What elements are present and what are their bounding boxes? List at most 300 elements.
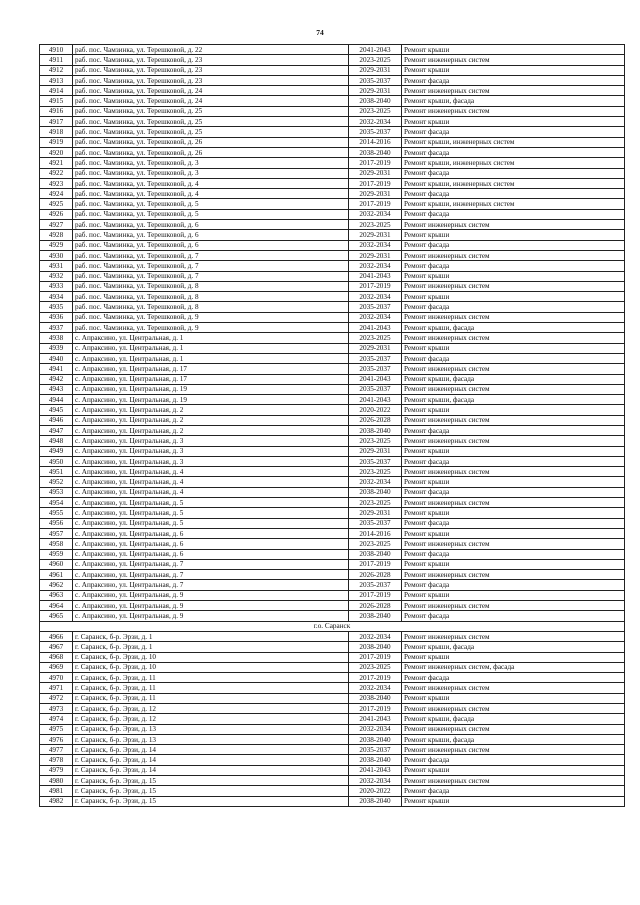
- work-type-cell: Ремонт фасада: [402, 549, 625, 559]
- table-row: [40, 631, 625, 641]
- row-number: 4959: [40, 549, 73, 559]
- address-cell: г. Саранск, б-р. Эрзи, д. 15: [73, 776, 349, 786]
- work-type-cell: Ремонт инженерных систем: [402, 364, 625, 374]
- period-cell: 2029-2031: [349, 508, 402, 518]
- address-cell: раб. пос. Чамзинка, ул. Терешковой, д. 25: [73, 117, 349, 127]
- table-row: [40, 55, 625, 65]
- table-row: [40, 642, 625, 652]
- address-cell: г. Саранск, б-р. Эрзи, д. 14: [73, 745, 349, 755]
- period-cell: 2029-2031: [349, 250, 402, 260]
- table-row: [40, 312, 625, 322]
- table-row: [40, 539, 625, 549]
- repair-schedule-table: [39, 44, 625, 807]
- work-type-cell: Ремонт инженерных систем: [402, 436, 625, 446]
- table-row: [40, 559, 625, 569]
- address-cell: раб. пос. Чамзинка, ул. Терешковой, д. 26: [73, 137, 349, 147]
- period-cell: 2029-2031: [349, 343, 402, 353]
- row-number: 4933: [40, 281, 73, 291]
- address-cell: с. Апраксино, ул. Центральная, д. 5: [73, 508, 349, 518]
- table-row: [40, 734, 625, 744]
- work-type-cell: Ремонт фасада: [402, 127, 625, 137]
- work-type-cell: Ремонт крыши: [402, 271, 625, 281]
- table-row: [40, 415, 625, 425]
- row-number: 4947: [40, 425, 73, 435]
- row-number: 4978: [40, 755, 73, 765]
- address-cell: раб. пос. Чамзинка, ул. Терешковой, д. 4: [73, 178, 349, 188]
- row-number: 4975: [40, 724, 73, 734]
- address-cell: раб. пос. Чамзинка, ул. Терешковой, д. 22: [73, 45, 349, 55]
- table-row: [40, 570, 625, 580]
- work-type-cell: Ремонт крыши: [402, 45, 625, 55]
- work-type-cell: Ремонт фасада: [402, 353, 625, 363]
- address-cell: г. Саранск, б-р. Эрзи, д. 11: [73, 673, 349, 683]
- row-number: 4948: [40, 436, 73, 446]
- period-cell: 2035-2037: [349, 75, 402, 85]
- row-number: 4939: [40, 343, 73, 353]
- table-row: [40, 343, 625, 353]
- period-cell: 2023-2025: [349, 55, 402, 65]
- period-cell: 2035-2037: [349, 518, 402, 528]
- table-body: [40, 45, 625, 807]
- work-type-cell: Ремонт инженерных систем: [402, 55, 625, 65]
- table-row: [40, 220, 625, 230]
- period-cell: 2035-2037: [349, 580, 402, 590]
- table-row: [40, 230, 625, 240]
- table-row: [40, 189, 625, 199]
- work-type-cell: Ремонт крыши, фасада: [402, 642, 625, 652]
- row-number: 4923: [40, 178, 73, 188]
- period-cell: 2017-2019: [349, 704, 402, 714]
- work-type-cell: Ремонт крыши: [402, 652, 625, 662]
- address-cell: с. Апраксино, ул. Центральная, д. 2: [73, 415, 349, 425]
- period-cell: 2035-2037: [349, 745, 402, 755]
- work-type-cell: Ремонт крыши, инженерных систем: [402, 178, 625, 188]
- work-type-cell: Ремонт инженерных систем: [402, 631, 625, 641]
- work-type-cell: Ремонт фасада: [402, 302, 625, 312]
- period-cell: 2014-2016: [349, 137, 402, 147]
- work-type-cell: Ремонт инженерных систем: [402, 498, 625, 508]
- table-row: [40, 240, 625, 250]
- row-number: 4963: [40, 590, 73, 600]
- row-number: 4969: [40, 662, 73, 672]
- work-type-cell: Ремонт крыши, фасада: [402, 374, 625, 384]
- work-type-cell: Ремонт фасада: [402, 209, 625, 219]
- period-cell: 2035-2037: [349, 353, 402, 363]
- work-type-cell: Ремонт инженерных систем: [402, 776, 625, 786]
- row-number: 4945: [40, 405, 73, 415]
- period-cell: 2041-2043: [349, 323, 402, 333]
- row-number: 4957: [40, 528, 73, 538]
- work-type-cell: Ремонт инженерных систем: [402, 250, 625, 260]
- period-cell: 2032-2034: [349, 312, 402, 322]
- period-cell: 2032-2034: [349, 292, 402, 302]
- period-cell: 2041-2043: [349, 374, 402, 384]
- address-cell: г. Саранск, б-р. Эрзи, д. 10: [73, 652, 349, 662]
- table-row: [40, 75, 625, 85]
- row-number: 4967: [40, 642, 73, 652]
- row-number: 4953: [40, 487, 73, 497]
- table-row: [40, 580, 625, 590]
- row-number: 4971: [40, 683, 73, 693]
- address-cell: раб. пос. Чамзинка, ул. Терешковой, д. 9: [73, 312, 349, 322]
- work-type-cell: Ремонт инженерных систем: [402, 704, 625, 714]
- period-cell: 2035-2037: [349, 127, 402, 137]
- row-number: 4962: [40, 580, 73, 590]
- section-row: [40, 621, 625, 631]
- address-cell: раб. пос. Чамзинка, ул. Терешковой, д. 23: [73, 75, 349, 85]
- table-row: [40, 776, 625, 786]
- work-type-cell: Ремонт инженерных систем: [402, 724, 625, 734]
- work-type-cell: Ремонт крыши: [402, 765, 625, 775]
- row-number: 4960: [40, 559, 73, 569]
- row-number: 4924: [40, 189, 73, 199]
- period-cell: 2026-2028: [349, 601, 402, 611]
- work-type-cell: Ремонт инженерных систем: [402, 601, 625, 611]
- period-cell: 2032-2034: [349, 240, 402, 250]
- address-cell: г. Саранск, б-р. Эрзи, д. 10: [73, 662, 349, 672]
- table-row: [40, 611, 625, 621]
- period-cell: 2035-2037: [349, 456, 402, 466]
- row-number: 4925: [40, 199, 73, 209]
- period-cell: 2029-2031: [349, 189, 402, 199]
- period-cell: 2017-2019: [349, 652, 402, 662]
- work-type-cell: Ремонт крыши: [402, 65, 625, 75]
- period-cell: 2026-2028: [349, 570, 402, 580]
- address-cell: раб. пос. Чамзинка, ул. Терешковой, д. 25: [73, 127, 349, 137]
- work-type-cell: Ремонт фасада: [402, 240, 625, 250]
- address-cell: раб. пос. Чамзинка, ул. Терешковой, д. 6: [73, 230, 349, 240]
- address-cell: раб. пос. Чамзинка, ул. Терешковой, д. 7: [73, 261, 349, 271]
- table-row: [40, 796, 625, 806]
- period-cell: 2023-2025: [349, 467, 402, 477]
- work-type-cell: Ремонт крыши, фасада: [402, 96, 625, 106]
- row-number: 4942: [40, 374, 73, 384]
- work-type-cell: Ремонт крыши: [402, 590, 625, 600]
- period-cell: 2029-2031: [349, 65, 402, 75]
- address-cell: г. Саранск, б-р. Эрзи, д. 15: [73, 796, 349, 806]
- row-number: 4920: [40, 147, 73, 157]
- table-row: [40, 446, 625, 456]
- address-cell: с. Апраксино, ул. Центральная, д. 1: [73, 343, 349, 353]
- work-type-cell: Ремонт инженерных систем: [402, 281, 625, 291]
- table-row: [40, 86, 625, 96]
- table-row: [40, 714, 625, 724]
- row-number: 4970: [40, 673, 73, 683]
- address-cell: с. Апраксино, ул. Центральная, д. 6: [73, 539, 349, 549]
- row-number: 4952: [40, 477, 73, 487]
- period-cell: 2017-2019: [349, 158, 402, 168]
- period-cell: 2041-2043: [349, 714, 402, 724]
- row-number: 4929: [40, 240, 73, 250]
- table-row: [40, 467, 625, 477]
- row-number: 4940: [40, 353, 73, 363]
- row-number: 4941: [40, 364, 73, 374]
- work-type-cell: Ремонт фасада: [402, 580, 625, 590]
- period-cell: 2023-2025: [349, 333, 402, 343]
- table-row: [40, 147, 625, 157]
- table-row: [40, 209, 625, 219]
- address-cell: г. Саранск, б-р. Эрзи, д. 1: [73, 631, 349, 641]
- row-number: 4935: [40, 302, 73, 312]
- work-type-cell: Ремонт инженерных систем: [402, 683, 625, 693]
- row-number: 4979: [40, 765, 73, 775]
- work-type-cell: Ремонт крыши: [402, 559, 625, 569]
- row-number: 4917: [40, 117, 73, 127]
- table-row: [40, 755, 625, 765]
- row-number: 4966: [40, 631, 73, 641]
- work-type-cell: Ремонт фасада: [402, 673, 625, 683]
- table-row: [40, 178, 625, 188]
- address-cell: с. Апраксино, ул. Центральная, д. 4: [73, 477, 349, 487]
- address-cell: с. Апраксино, ул. Центральная, д. 3: [73, 446, 349, 456]
- address-cell: раб. пос. Чамзинка, ул. Терешковой, д. 7: [73, 250, 349, 260]
- period-cell: 2020-2022: [349, 405, 402, 415]
- work-type-cell: Ремонт инженерных систем: [402, 467, 625, 477]
- row-number: 4934: [40, 292, 73, 302]
- work-type-cell: Ремонт инженерных систем: [402, 220, 625, 230]
- work-type-cell: Ремонт крыши, фасада: [402, 734, 625, 744]
- table-row: [40, 374, 625, 384]
- table-row: [40, 601, 625, 611]
- address-cell: с. Апраксино, ул. Центральная, д. 19: [73, 395, 349, 405]
- row-number: 4937: [40, 323, 73, 333]
- period-cell: 2038-2040: [349, 147, 402, 157]
- work-type-cell: Ремонт крыши, инженерных систем: [402, 137, 625, 147]
- period-cell: 2035-2037: [349, 364, 402, 374]
- address-cell: г. Саранск, б-р. Эрзи, д. 15: [73, 786, 349, 796]
- work-type-cell: Ремонт крыши: [402, 230, 625, 240]
- row-number: 4910: [40, 45, 73, 55]
- address-cell: раб. пос. Чамзинка, ул. Терешковой, д. 8: [73, 292, 349, 302]
- row-number: 4921: [40, 158, 73, 168]
- period-cell: 2041-2043: [349, 45, 402, 55]
- section-title: г.о. Саранск: [40, 621, 625, 631]
- address-cell: с. Апраксино, ул. Центральная, д. 5: [73, 498, 349, 508]
- period-cell: 2035-2037: [349, 384, 402, 394]
- period-cell: 2017-2019: [349, 178, 402, 188]
- period-cell: 2041-2043: [349, 395, 402, 405]
- address-cell: с. Апраксино, ул. Центральная, д. 2: [73, 405, 349, 415]
- work-type-cell: Ремонт инженерных систем: [402, 415, 625, 425]
- period-cell: 2014-2016: [349, 528, 402, 538]
- address-cell: г. Саранск, б-р. Эрзи, д. 1: [73, 642, 349, 652]
- table-row: [40, 199, 625, 209]
- period-cell: 2032-2034: [349, 776, 402, 786]
- address-cell: г. Саранск, б-р. Эрзи, д. 14: [73, 755, 349, 765]
- address-cell: раб. пос. Чамзинка, ул. Терешковой, д. 6: [73, 220, 349, 230]
- work-type-cell: Ремонт фасада: [402, 189, 625, 199]
- period-cell: 2038-2040: [349, 642, 402, 652]
- work-type-cell: Ремонт крыши, фасада: [402, 323, 625, 333]
- period-cell: 2029-2031: [349, 446, 402, 456]
- period-cell: 2032-2034: [349, 683, 402, 693]
- table-row: [40, 590, 625, 600]
- row-number: 4913: [40, 75, 73, 85]
- address-cell: с. Апраксино, ул. Центральная, д. 7: [73, 580, 349, 590]
- period-cell: 2041-2043: [349, 271, 402, 281]
- table-row: [40, 127, 625, 137]
- work-type-cell: Ремонт крыши: [402, 528, 625, 538]
- table-row: [40, 673, 625, 683]
- period-cell: 2023-2025: [349, 220, 402, 230]
- table-row: [40, 395, 625, 405]
- period-cell: 2035-2037: [349, 302, 402, 312]
- work-type-cell: Ремонт крыши, инженерных систем: [402, 158, 625, 168]
- table-row: [40, 45, 625, 55]
- work-type-cell: Ремонт крыши, инженерных систем: [402, 199, 625, 209]
- table-row: [40, 292, 625, 302]
- table-row: [40, 323, 625, 333]
- table-row: [40, 405, 625, 415]
- address-cell: г. Саранск, б-р. Эрзи, д. 14: [73, 765, 349, 775]
- row-number: 4954: [40, 498, 73, 508]
- row-number: 4928: [40, 230, 73, 240]
- address-cell: раб. пос. Чамзинка, ул. Терешковой, д. 5: [73, 199, 349, 209]
- row-number: 4943: [40, 384, 73, 394]
- period-cell: 2017-2019: [349, 673, 402, 683]
- period-cell: 2020-2022: [349, 786, 402, 796]
- row-number: 4958: [40, 539, 73, 549]
- period-cell: 2032-2034: [349, 209, 402, 219]
- table-row: [40, 158, 625, 168]
- period-cell: 2023-2025: [349, 436, 402, 446]
- period-cell: 2032-2034: [349, 724, 402, 734]
- table-row: [40, 683, 625, 693]
- table-row: [40, 693, 625, 703]
- address-cell: г. Саранск, б-р. Эрзи, д. 11: [73, 693, 349, 703]
- period-cell: 2041-2043: [349, 765, 402, 775]
- address-cell: с. Апраксино, ул. Центральная, д. 1: [73, 353, 349, 363]
- table-row: [40, 786, 625, 796]
- row-number: 4916: [40, 106, 73, 116]
- period-cell: 2023-2025: [349, 539, 402, 549]
- period-cell: 2017-2019: [349, 281, 402, 291]
- address-cell: раб. пос. Чамзинка, ул. Терешковой, д. 23: [73, 55, 349, 65]
- address-cell: раб. пос. Чамзинка, ул. Терешковой, д. 9: [73, 323, 349, 333]
- address-cell: с. Апраксино, ул. Центральная, д. 17: [73, 364, 349, 374]
- row-number: 4956: [40, 518, 73, 528]
- work-type-cell: Ремонт крыши: [402, 508, 625, 518]
- row-number: 4977: [40, 745, 73, 755]
- address-cell: с. Апраксино, ул. Центральная, д. 9: [73, 601, 349, 611]
- row-number: 4982: [40, 796, 73, 806]
- row-number: 4927: [40, 220, 73, 230]
- address-cell: с. Апраксино, ул. Центральная, д. 4: [73, 487, 349, 497]
- row-number: 4919: [40, 137, 73, 147]
- row-number: 4980: [40, 776, 73, 786]
- row-number: 4926: [40, 209, 73, 219]
- table-row: [40, 302, 625, 312]
- table-row: [40, 261, 625, 271]
- address-cell: с. Апраксино, ул. Центральная, д. 9: [73, 590, 349, 600]
- row-number: 4949: [40, 446, 73, 456]
- address-cell: раб. пос. Чамзинка, ул. Терешковой, д. 8: [73, 281, 349, 291]
- work-type-cell: Ремонт крыши: [402, 796, 625, 806]
- row-number: 4912: [40, 65, 73, 75]
- work-type-cell: Ремонт инженерных систем: [402, 106, 625, 116]
- address-cell: г. Саранск, б-р. Эрзи, д. 12: [73, 714, 349, 724]
- period-cell: 2038-2040: [349, 755, 402, 765]
- period-cell: 2017-2019: [349, 559, 402, 569]
- period-cell: 2032-2034: [349, 477, 402, 487]
- work-type-cell: Ремонт крыши, фасада: [402, 714, 625, 724]
- table-row: [40, 518, 625, 528]
- table-row: [40, 96, 625, 106]
- period-cell: 2023-2025: [349, 498, 402, 508]
- table-row: [40, 436, 625, 446]
- table-row: [40, 549, 625, 559]
- row-number: 4944: [40, 395, 73, 405]
- address-cell: раб. пос. Чамзинка, ул. Терешковой, д. 8: [73, 302, 349, 312]
- table-row: [40, 281, 625, 291]
- table-row: [40, 498, 625, 508]
- address-cell: с. Апраксино, ул. Центральная, д. 7: [73, 570, 349, 580]
- table-row: [40, 384, 625, 394]
- work-type-cell: Ремонт фасада: [402, 518, 625, 528]
- table-row: [40, 333, 625, 343]
- work-type-cell: Ремонт инженерных систем: [402, 745, 625, 755]
- address-cell: раб. пос. Чамзинка, ул. Терешковой, д. 3: [73, 168, 349, 178]
- row-number: 4951: [40, 467, 73, 477]
- period-cell: 2038-2040: [349, 693, 402, 703]
- address-cell: с. Апраксино, ул. Центральная, д. 1: [73, 333, 349, 343]
- work-type-cell: Ремонт инженерных систем: [402, 539, 625, 549]
- address-cell: г. Саранск, б-р. Эрзи, д. 13: [73, 724, 349, 734]
- address-cell: с. Апраксино, ул. Центральная, д. 3: [73, 436, 349, 446]
- work-type-cell: Ремонт инженерных систем: [402, 384, 625, 394]
- work-type-cell: Ремонт крыши: [402, 405, 625, 415]
- work-type-cell: Ремонт фасада: [402, 168, 625, 178]
- work-type-cell: Ремонт крыши: [402, 693, 625, 703]
- table-row: [40, 704, 625, 714]
- work-type-cell: Ремонт крыши: [402, 477, 625, 487]
- row-number: 4946: [40, 415, 73, 425]
- work-type-cell: Ремонт фасада: [402, 75, 625, 85]
- address-cell: раб. пос. Чамзинка, ул. Терешковой, д. 5: [73, 209, 349, 219]
- period-cell: 2017-2019: [349, 199, 402, 209]
- address-cell: с. Апраксино, ул. Центральная, д. 4: [73, 467, 349, 477]
- work-type-cell: Ремонт крыши, фасада: [402, 395, 625, 405]
- table-row: [40, 724, 625, 734]
- period-cell: 2032-2034: [349, 631, 402, 641]
- table-row: [40, 353, 625, 363]
- address-cell: с. Апраксино, ул. Центральная, д. 6: [73, 528, 349, 538]
- row-number: 4931: [40, 261, 73, 271]
- table-row: [40, 364, 625, 374]
- address-cell: г. Саранск, б-р. Эрзи, д. 11: [73, 683, 349, 693]
- period-cell: 2038-2040: [349, 96, 402, 106]
- work-type-cell: Ремонт фасада: [402, 425, 625, 435]
- table-row: [40, 271, 625, 281]
- address-cell: с. Апраксино, ул. Центральная, д. 19: [73, 384, 349, 394]
- address-cell: раб. пос. Чамзинка, ул. Терешковой, д. 24: [73, 96, 349, 106]
- table-row: [40, 765, 625, 775]
- period-cell: 2026-2028: [349, 415, 402, 425]
- work-type-cell: Ремонт инженерных систем: [402, 333, 625, 343]
- work-type-cell: Ремонт инженерных систем, фасада: [402, 662, 625, 672]
- row-number: 4973: [40, 704, 73, 714]
- work-type-cell: Ремонт инженерных систем: [402, 312, 625, 322]
- table-row: [40, 508, 625, 518]
- address-cell: с. Апраксино, ул. Центральная, д. 6: [73, 549, 349, 559]
- table-row: [40, 117, 625, 127]
- row-number: 4972: [40, 693, 73, 703]
- table-row: [40, 425, 625, 435]
- work-type-cell: Ремонт фасада: [402, 611, 625, 621]
- table-row: [40, 106, 625, 116]
- address-cell: раб. пос. Чамзинка, ул. Терешковой, д. 7: [73, 271, 349, 281]
- address-cell: с. Апраксино, ул. Центральная, д. 9: [73, 611, 349, 621]
